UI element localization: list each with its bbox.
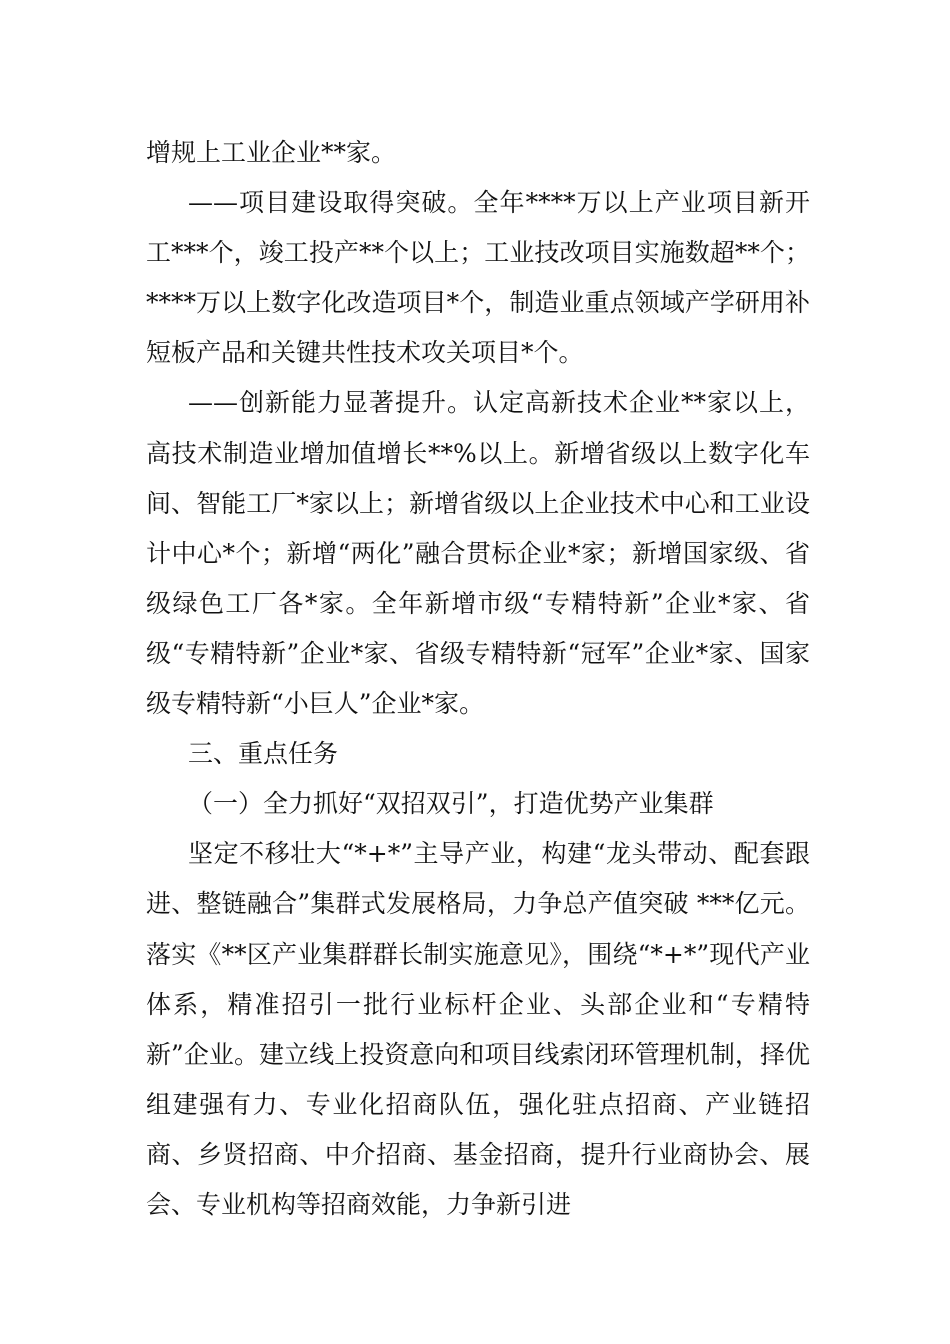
subsection-heading-investment: （一）全力抓好“双招双引”，打造优势产业集群 bbox=[188, 789, 714, 819]
paragraph-innovation-capacity: ——创新能力显著提升。认定高新技术企业**家以上，高技术制造业增加值增长**%以上。新增省级以上数字化车间、智能工厂*家以上；新增省级以上企业技术中心和工业设计中心*个；新增“两化”融合贯标企业*家；新增国家级、省级绿色工厂各*家。全年新增市级“专精特新”企业*家、省级“专精特新”企业*家、省级专精特新“冠军”企业*家、国家级专精特新“小巨人”企业*家。 bbox=[146, 388, 810, 719]
paragraph-industrial-clusters: 坚定不移壮大“*+*”主导产业，构建“龙头带动、配套跟进、整链融合”集群式发展格局，力争总产值突破 ***亿元。落实《**区产业集群群长制实施意见》，围绕“*+*”现代产业体系，精准招引一批行业标杆企业、头部企业和“专精特新”企业。建立线上投资意向和项目线索闭环管理机制，择优组建强有力、专业化招商队伍，强化驻点招商、产业链招商、乡贤招商、中介招商、基金招商，提升行业商协会、展会、专业机构等招商效能，力争新引进 bbox=[146, 839, 810, 1219]
paragraph-project-construction: ——项目建设取得突破。全年****万以上产业项目新开工***个，竣工投产**个以上；工业技改项目实施数超**个；****万以上数字化改造项目*个，制造业重点领域产学研用补短板产品和关键共性技术攻关项目*个。 bbox=[146, 188, 810, 368]
paragraph-continuation: 增规上工业企业**家。 bbox=[146, 138, 397, 167]
section-heading-key-tasks: 三、重点任务 bbox=[188, 739, 339, 769]
document-body bbox=[146, 128, 810, 1230]
